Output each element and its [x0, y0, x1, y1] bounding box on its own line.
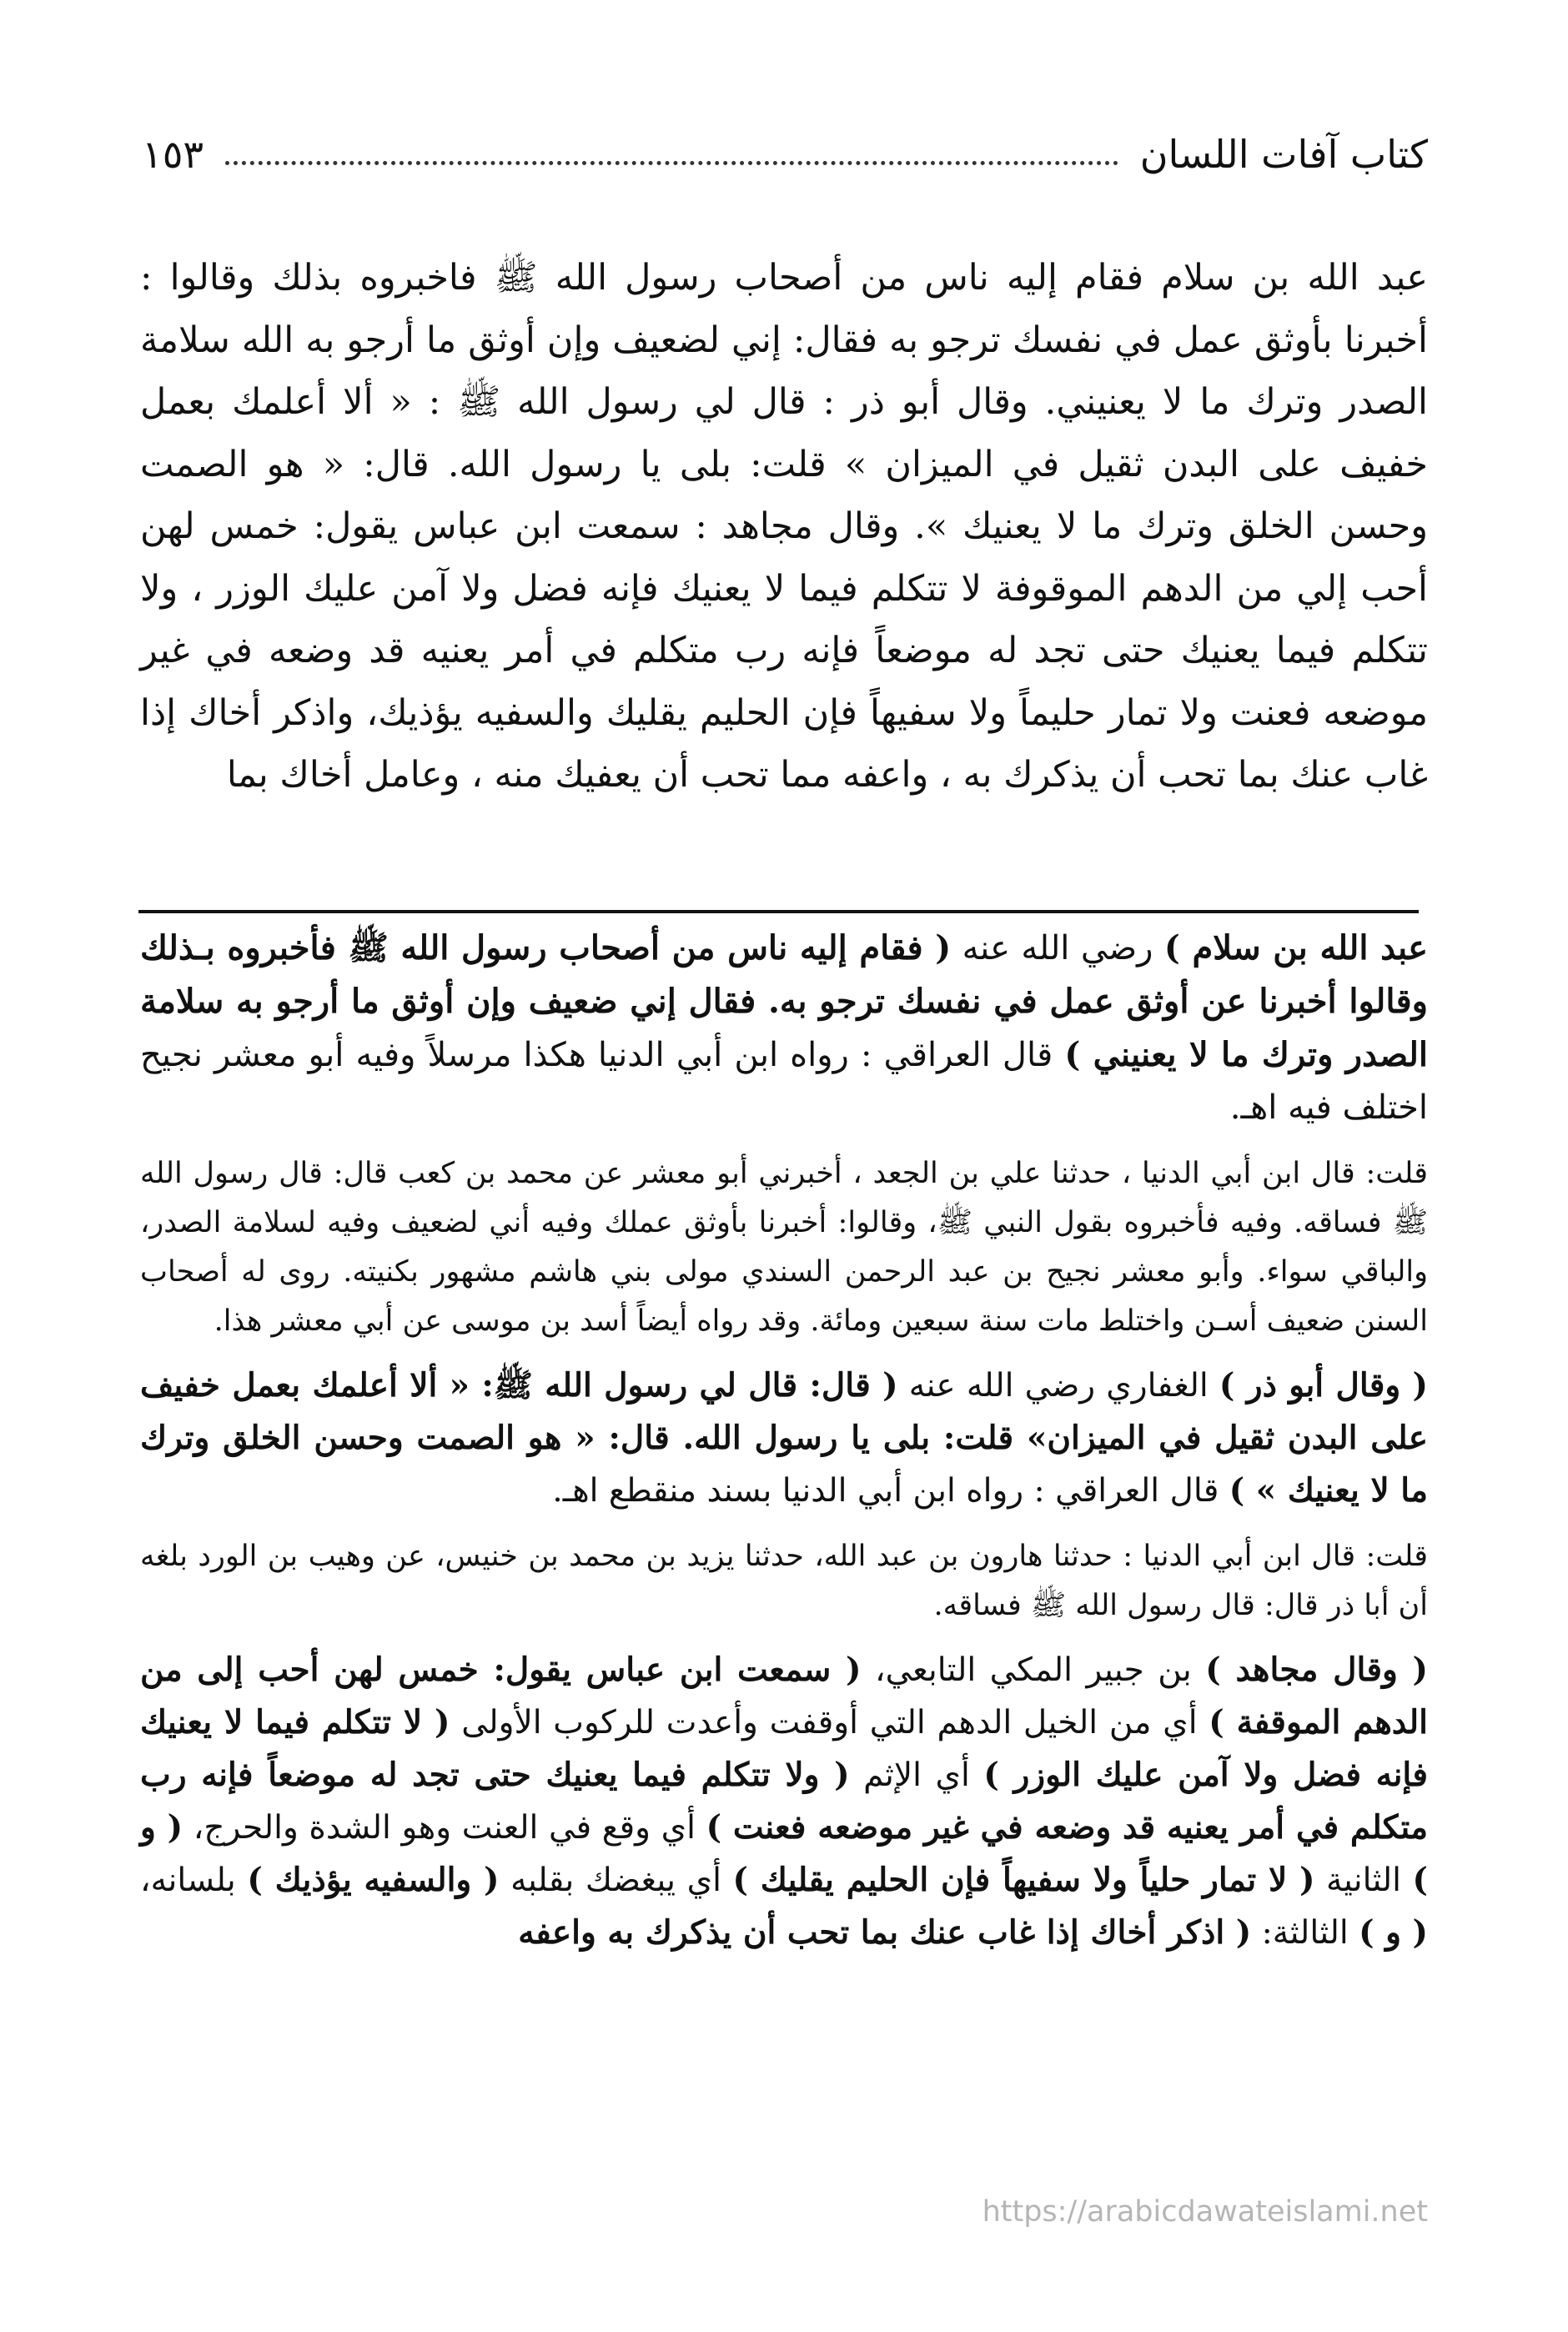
quoted-text: ( قال: قال لي رسول الله ﷺ: « ألا أعلمك بعمل خفيف على البدن ثقيل في الميزان» قلت: بلى يا رسول الله. قال: « هو الصمت وحسن الخلق وترك ما لا يعنيك » ): [140, 1366, 1428, 1510]
commentary-paragraph-1: [140, 922, 1428, 1134]
commentary-text: بلسانه،: [140, 1862, 248, 1899]
commentary-text: قال العراقي : رواه ابن أبي الدنيا هكذا مرسلاً وفيه أبو معشر نجيح اختلف فيه اهـ.: [140, 1036, 1428, 1127]
commentary-note-1: قلت: قال ابن أبي الدنيا ، حدثنا علي بن الجعد ، أخبرني أبو معشر عن محمد بن كعب قال: قال رسول الله ﷺ فساقه. وفيه فأخبروه بقول النبي ﷺ، وقالوا: أخبرنا بأوثق عملك وفيه أني لضعيف وفيه لسلامة الصدر، والباقي سواء. وأبو معشر نجيح بن عبد الرحمن السندي مولى بني هاشم مشهور بكنيته. روى له أصحاب السنن ضعيف أسـن واختلط مات سنة سبعين ومائة. وقد رواه أيضاً أسد بن موسى عن أبي معشر هذا.: [140, 1157, 1428, 1338]
page-number: ١٥٣: [142, 132, 204, 177]
commentary-text: أي وقع في العنت وهو الشدة والحرج،: [183, 1809, 706, 1847]
commentary-text: الثانية: [1314, 1862, 1413, 1899]
quoted-text: عبد الله بن سلام ): [1163, 928, 1428, 967]
quoted-text: ( اذكر أخاك إذا غاب عنك بما تحب أن يذكرك به واعفه: [518, 1913, 1252, 1952]
quoted-text: ( لا تمار حلياً ولا سفيهاً فإن الحليم يقليك ): [732, 1861, 1315, 1899]
footnote-separator: [138, 910, 1419, 913]
header-dotted-leader: [225, 161, 1118, 165]
commentary-text: أي يبغضك بقلبه: [499, 1862, 733, 1899]
quoted-text: ( لا تتكلم فيما لا يعنيك فإنه فضل ولا آمن عليك الوزر ): [140, 1703, 1428, 1794]
commentary-text: أي من الخيل الدهم التي أوقفت وأعدت للركوب الأولى: [450, 1704, 1209, 1741]
commentary-text: الغفاري رضي الله عنه: [897, 1367, 1219, 1405]
commentary-text: أي الإثم: [849, 1757, 984, 1794]
commentary-paragraph-3: [140, 1644, 1428, 1959]
quoted-text: ( وقال أبو ذر ): [1219, 1366, 1428, 1405]
quoted-text: ( ولا تتكلم فيما يعنيك حتى تجد له موضعاً فإنه رب متكلم في أمر يعنيه قد وضعه في غير موضعه فعنت ): [140, 1756, 1428, 1847]
commentary-text: الثالثة:: [1251, 1914, 1359, 1952]
quoted-text: ( و ): [140, 1808, 1428, 1899]
page-header: [142, 125, 1428, 183]
commentary-text: رضي الله عنه: [951, 929, 1164, 967]
quoted-text: ( سمعت ابن عباس يقول: خمس لهن أحب إلى من الدهم الموقفة ): [140, 1651, 1428, 1741]
quoted-text: ( و ): [1359, 1913, 1428, 1952]
quoted-text: ( فقام إليه ناس من أصحاب رسول الله ﷺ فأخبروه بـذلك وقالوا أخبرنا عن أوثق عمل في نفسك ترجو به. فقال إني ضعيف وإن أوثق ما أرجو به سلامة الصدر وترك ما لا يعنيني ): [140, 928, 1428, 1074]
main-paragraph: عبد الله بن سلام فقام إليه ناس من أصحاب رسول الله ﷺ فاخبروه بذلك وقالوا : أخبرنا بأوثق عمل في نفسك ترجو به فقال: إني لضعيف وإن أوثق ما أرجو به الله سلامة الصدر وترك ما لا يعنيني. وقال أبو ذر : قال لي رسول الله ﷺ : « ألا أعلمك بعمل خفيف على البدن ثقيل في الميزان » قلت: بلى يا رسول الله. قال: « هو الصمت وحسن الخلق وترك ما لا يعنيك ». وقال مجاهد : سمعت ابن عباس يقول: خمس لهن أحب إلي من الدهم الموقوفة لا تتكلم فيما لا يعنيك فإنه فضل ولا آمن عليك الوزر ، ولا تتكلم فيما يعنيك حتى تجد له موضعاً فإنه رب متكلم في أمر يعنيه قد وضعه في غير موضعه فعنت ولا تمار حليماً ولا سفيهاً فإن الحليم يقليك والسفيه يؤذيك، واذكر أخاك إذا غاب عنك بما تحب أن يذكرك به ، واعفه مما تحب أن يعفيك منه ، وعامل أخاك بما: [140, 257, 1428, 796]
watermark-url: https://arabicdawateislami.net: [982, 2195, 1428, 2229]
book-title: كتاب آفات اللسان: [1139, 132, 1428, 177]
commentary-paragraph-2: [140, 1359, 1428, 1517]
commentary-text: قال العراقي : رواه ابن أبي الدنيا بسند منقطع اهـ.: [552, 1472, 1229, 1510]
quoted-text: ( والسفيه يؤذيك ): [247, 1861, 500, 1899]
commentary-note-2: قلت: قال ابن أبي الدنيا : حدثنا هارون بن عبد الله، حدثنا يزيد بن محمد بن خنيس، عن وهيب بن الورد بلغه أن أبا ذر قال: قال رسول الله ﷺ فساقه.: [140, 1540, 1428, 1622]
quoted-text: ( وقال مجاهد ): [1205, 1651, 1428, 1689]
main-text-block: [140, 247, 1428, 807]
commentary-text: بن جبير المكي التابعي،: [861, 1651, 1206, 1689]
commentary-block: [140, 922, 1428, 1969]
